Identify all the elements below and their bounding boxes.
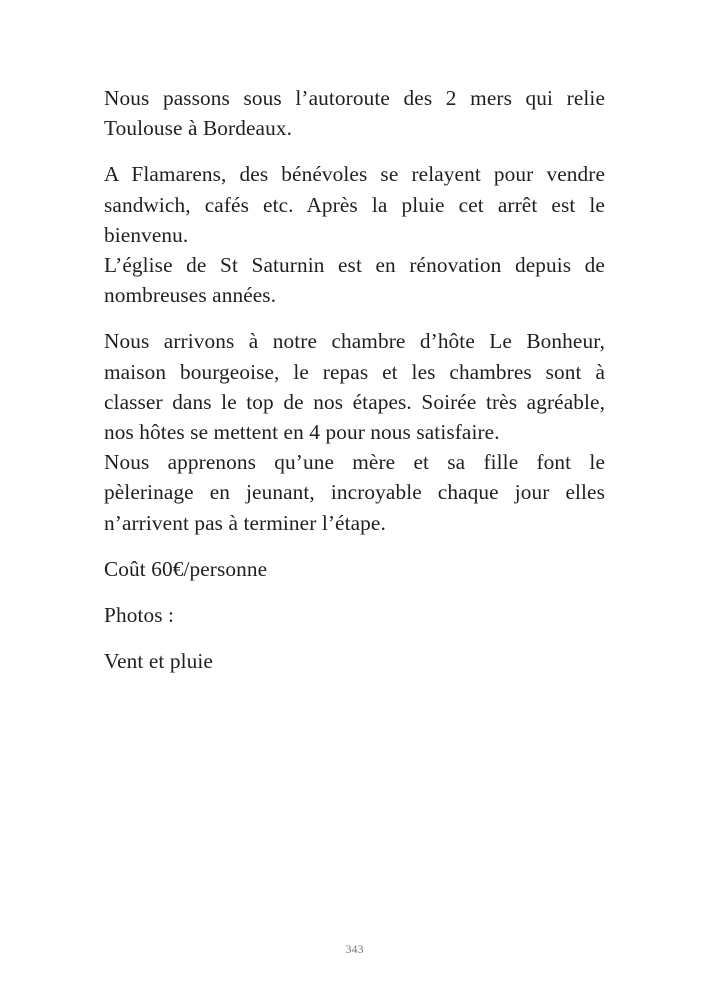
paragraph-chambre-hote xyxy=(104,326,605,537)
text-line: Nous arrivons à notre chambre d’hôte Le Bonheur, xyxy=(104,329,605,354)
text-line: Toulouse à Bordeaux. xyxy=(104,116,292,141)
text-line: Nous passons sous l’autoroute des 2 mers qui relie xyxy=(104,86,605,110)
paragraph-flamarens xyxy=(104,159,605,310)
text-line: Coût 60€/personne xyxy=(104,556,268,581)
text-line: pèlerinage en jeunant, incroyable chaque jour elles xyxy=(104,480,605,505)
paragraph-cout xyxy=(104,554,605,584)
paragraph-photos xyxy=(104,600,605,630)
paragraph-autoroute xyxy=(104,83,605,143)
page-number: 343 xyxy=(345,942,364,956)
text-line: Nous apprenons qu’une mère et sa fille font le xyxy=(104,450,605,475)
body-text xyxy=(104,83,605,676)
text-line: sandwich, cafés etc. Après la pluie cet arrêt est le xyxy=(104,192,605,217)
text-line: nombreuses années. xyxy=(104,283,277,308)
text-line: bienvenu. xyxy=(104,222,189,247)
text-line: nos hôtes se mettent en 4 pour nous satisfaire. xyxy=(104,420,500,445)
text-line: n’arrivent pas à terminer l’étape. xyxy=(104,510,386,535)
text-line: A Flamarens, des bénévoles se relayent pour vendre xyxy=(104,162,605,187)
paragraph-vent-pluie xyxy=(104,646,605,676)
text-line: L’église de St Saturnin est en rénovation depuis de xyxy=(104,253,605,278)
text-line: classer dans le top de nos étapes. Soirée très agréable, xyxy=(104,389,605,414)
text-line: Photos : xyxy=(104,603,175,628)
text-line: maison bourgeoise, le repas et les chambres sont à xyxy=(104,359,605,384)
text-line: Vent et pluie xyxy=(104,649,213,674)
